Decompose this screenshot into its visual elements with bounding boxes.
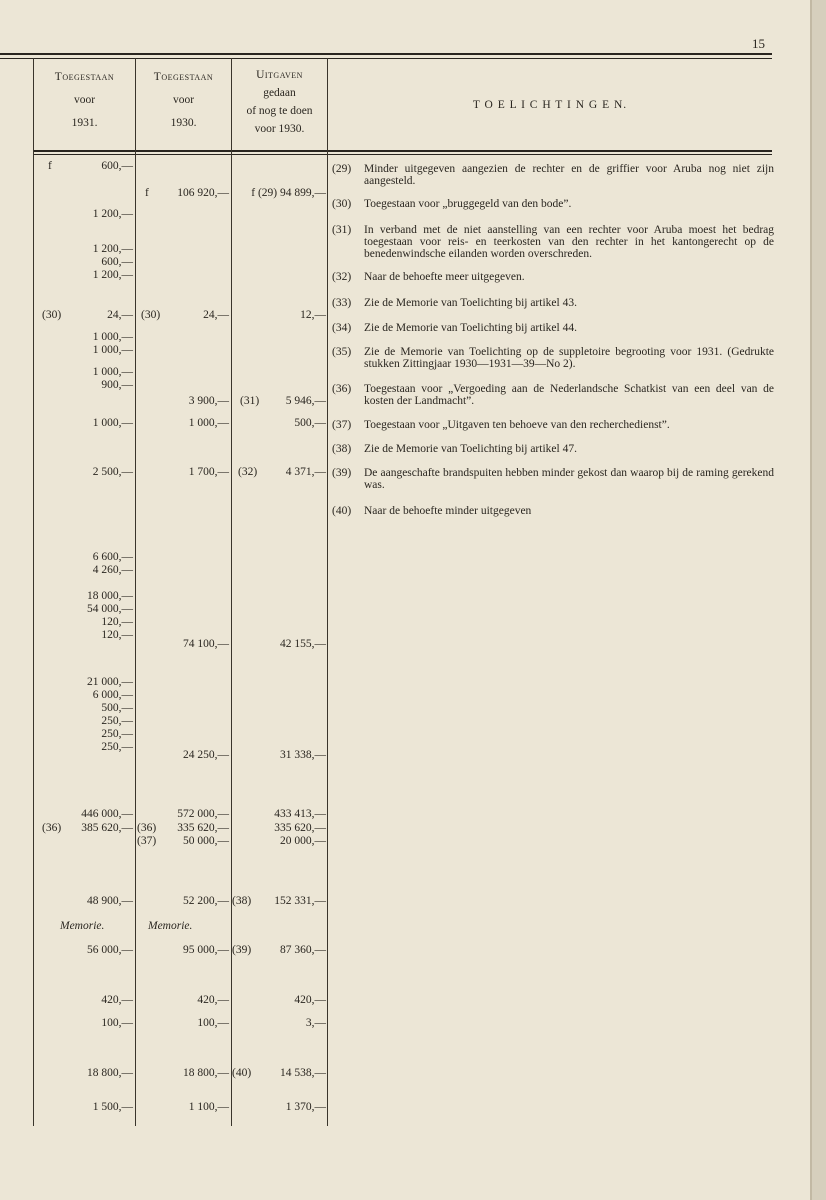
col1-value: 1 200,— — [92, 243, 133, 255]
col1-value: 21 000,— — [87, 676, 133, 688]
header-col1-line1: Toegestaan — [54, 71, 115, 83]
col1-value: 420,— — [101, 994, 133, 1006]
header-col3-line3: of nog te doen — [246, 105, 313, 117]
col2-value: 50 000,— — [183, 835, 229, 847]
col1-value: 1 000,— — [92, 366, 133, 378]
col1-value: 250,— — [101, 715, 133, 727]
note-text-29: Minder uitgegeven aangezien de rechter en de griffier voor Aruba nog niet zijn aangesteld. — [364, 163, 774, 187]
col1-f: f — [48, 160, 52, 172]
note-ref-40: (40) — [332, 505, 352, 517]
col1-value: 385 620,— — [81, 822, 133, 834]
col1-value: 1 000,— — [92, 417, 133, 429]
col2-value: 3 900,— — [188, 395, 229, 407]
col1-value: 18 800,— — [87, 1067, 133, 1079]
col1-value: 6 600,— — [92, 551, 133, 563]
col3-value: 3,— — [305, 1017, 326, 1029]
col2-value: 100,— — [197, 1017, 229, 1029]
col1-value: 1 000,— — [92, 331, 133, 343]
col2-value: 1 700,— — [188, 466, 229, 478]
note-text-33: Zie de Memorie van Toelichting bij artikel 43. — [364, 297, 577, 309]
col1-ref: (30) — [42, 309, 62, 321]
header-col3 — [232, 66, 327, 138]
col3-value: 4 371,— — [285, 466, 326, 478]
col2-value: 52 200,— — [183, 895, 229, 907]
col1-value: 18 000,— — [87, 590, 133, 602]
col1-value: 1 500,— — [92, 1101, 133, 1113]
col3-value: 20 000,— — [280, 835, 326, 847]
col2-value: 106 920,— — [177, 187, 229, 199]
col1-value: 24,— — [107, 309, 133, 321]
note-text-39: De aangeschafte brandspuiten hebben minder gekost dan waarop bij de raming gerekend was. — [364, 467, 774, 491]
col2-value: 74 100,— — [183, 638, 229, 650]
col3-value: 433 413,— — [274, 808, 326, 820]
header-col1 — [34, 68, 135, 133]
header-col2-line2: voor — [172, 94, 195, 106]
col3-value: 31 338,— — [280, 749, 326, 761]
col3-value: 14 538,— — [280, 1067, 326, 1079]
col1-value: 2 500,— — [92, 466, 133, 478]
page-number: 15 — [752, 36, 765, 51]
col1-value: 6 000,— — [92, 689, 133, 701]
col3-value: 500,— — [294, 417, 326, 429]
col2-value: 335 620,— — [177, 822, 229, 834]
col-line-1 — [135, 58, 136, 1126]
note-text-36: Toegestaan voor „Vergoeding aan de Nederlandsche Schatkist van een deel van de kosten der Landmacht”. — [364, 383, 774, 407]
col3-value: 5 946,— — [285, 395, 326, 407]
col2-value: 24 250,— — [183, 749, 229, 761]
col-line-2 — [231, 58, 232, 1126]
col2-value: 18 800,— — [183, 1067, 229, 1079]
col3-ref: (39) — [232, 944, 252, 956]
col1-memorie: Memorie. — [60, 920, 105, 932]
header-col1-line3: 1931. — [71, 117, 98, 129]
note-text-38: Zie de Memorie van Toelichting bij artikel 47. — [364, 443, 577, 455]
col1-value: 1 200,— — [92, 208, 133, 220]
col2-value: 95 000,— — [183, 944, 229, 956]
col3-value: 87 360,— — [280, 944, 326, 956]
col2-ref: (30) — [141, 309, 161, 321]
header-col4: T O E L I C H T I N G E N. — [472, 99, 628, 111]
col-line-3 — [327, 58, 328, 1126]
col1-value: 250,— — [101, 741, 133, 753]
col2-value: 1 000,— — [188, 417, 229, 429]
col2-value: 24,— — [203, 309, 229, 321]
top-rule-thin — [0, 58, 772, 59]
note-ref-34: (34) — [332, 322, 352, 334]
col1-ref: (36) — [42, 822, 62, 834]
col3-value: 152 331,— — [274, 895, 326, 907]
col1-value: 48 900,— — [87, 895, 133, 907]
note-ref-33: (33) — [332, 297, 352, 309]
col1-value: 1 000,— — [92, 344, 133, 356]
header-col1-line2: voor — [73, 94, 96, 106]
col2-value: 572 000,— — [177, 808, 229, 820]
col1-value: 56 000,— — [87, 944, 133, 956]
col3-ref: (31) — [240, 395, 260, 407]
col1-value: 900,— — [101, 379, 133, 391]
note-ref-36: (36) — [332, 383, 352, 395]
note-ref-31: (31) — [332, 224, 352, 236]
header-col2 — [136, 68, 231, 133]
note-text-37: Toegestaan voor „Uitgaven ten behoeve van den recherchedienst”. — [364, 419, 670, 431]
col1-value: 4 260,— — [92, 564, 133, 576]
note-ref-30: (30) — [332, 198, 352, 210]
header-col2-line1: Toegestaan — [153, 71, 214, 83]
note-text-32: Naar de behoefte meer uitgegeven. — [364, 271, 525, 283]
col2-value: 420,— — [197, 994, 229, 1006]
col1-value: 600,— — [101, 256, 133, 268]
header-col3-line4: voor 1930. — [254, 123, 305, 135]
col1-value: 100,— — [101, 1017, 133, 1029]
note-ref-37: (37) — [332, 419, 352, 431]
col2-f: f — [145, 187, 149, 199]
header-rule — [33, 150, 772, 152]
header-col3-line2: gedaan — [263, 87, 296, 99]
top-rule — [0, 53, 772, 55]
col2-ref: (37) — [137, 835, 157, 847]
note-ref-38: (38) — [332, 443, 352, 455]
note-text-40: Naar de behoefte minder uitgegeven — [364, 505, 532, 517]
note-ref-35: (35) — [332, 346, 352, 358]
col3-value: 335 620,— — [274, 822, 326, 834]
col2-memorie: Memorie. — [148, 920, 193, 932]
col-line-0 — [33, 58, 34, 1126]
col3-value: 42 155,— — [280, 638, 326, 650]
header-col2-line3: 1930. — [170, 117, 197, 129]
header-col3-line1: Uitgaven — [256, 69, 303, 81]
note-ref-29: (29) — [332, 163, 352, 175]
col1-value: 446 000,— — [81, 808, 133, 820]
col3-value: 12,— — [300, 309, 326, 321]
col3-ref: (40) — [232, 1067, 252, 1079]
note-text-34: Zie de Memorie van Toelichting bij artikel 44. — [364, 322, 577, 334]
col1-value: 120,— — [101, 616, 133, 628]
note-text-30: Toegestaan voor „bruggegeld van den bode”. — [364, 198, 572, 210]
col1-value: 1 200,— — [92, 269, 133, 281]
col3-value: 1 370,— — [285, 1101, 326, 1113]
col3-value: f (29) 94 899,— — [251, 187, 326, 199]
col3-value: 420,— — [294, 994, 326, 1006]
note-ref-32: (32) — [332, 271, 352, 283]
col1-value: 600,— — [101, 160, 133, 172]
header-rule-thin — [33, 154, 772, 155]
col2-ref: (36) — [137, 822, 157, 834]
note-ref-39: (39) — [332, 467, 352, 479]
col3-ref: (38) — [232, 895, 252, 907]
col1-value: 500,— — [101, 702, 133, 714]
note-text-35: Zie de Memorie van Toelichting op de suppletoire begrooting voor 1931. (Gedrukte stukken Zittingjaar 1930—1931—39—No 2). — [364, 346, 774, 370]
col3-ref: (32) — [238, 466, 258, 478]
col1-value: 120,— — [101, 629, 133, 641]
note-text-31: In verband met de niet aanstelling van een rechter voor Aruba moest het bedrag toegestaan voor reis- en teerkosten van den rechter in het kantongerecht op de benedenwindsche eilanden worden overschreden. — [364, 224, 774, 260]
col1-value: 250,— — [101, 728, 133, 740]
col2-value: 1 100,— — [188, 1101, 229, 1113]
col1-value: 54 000,— — [87, 603, 133, 615]
